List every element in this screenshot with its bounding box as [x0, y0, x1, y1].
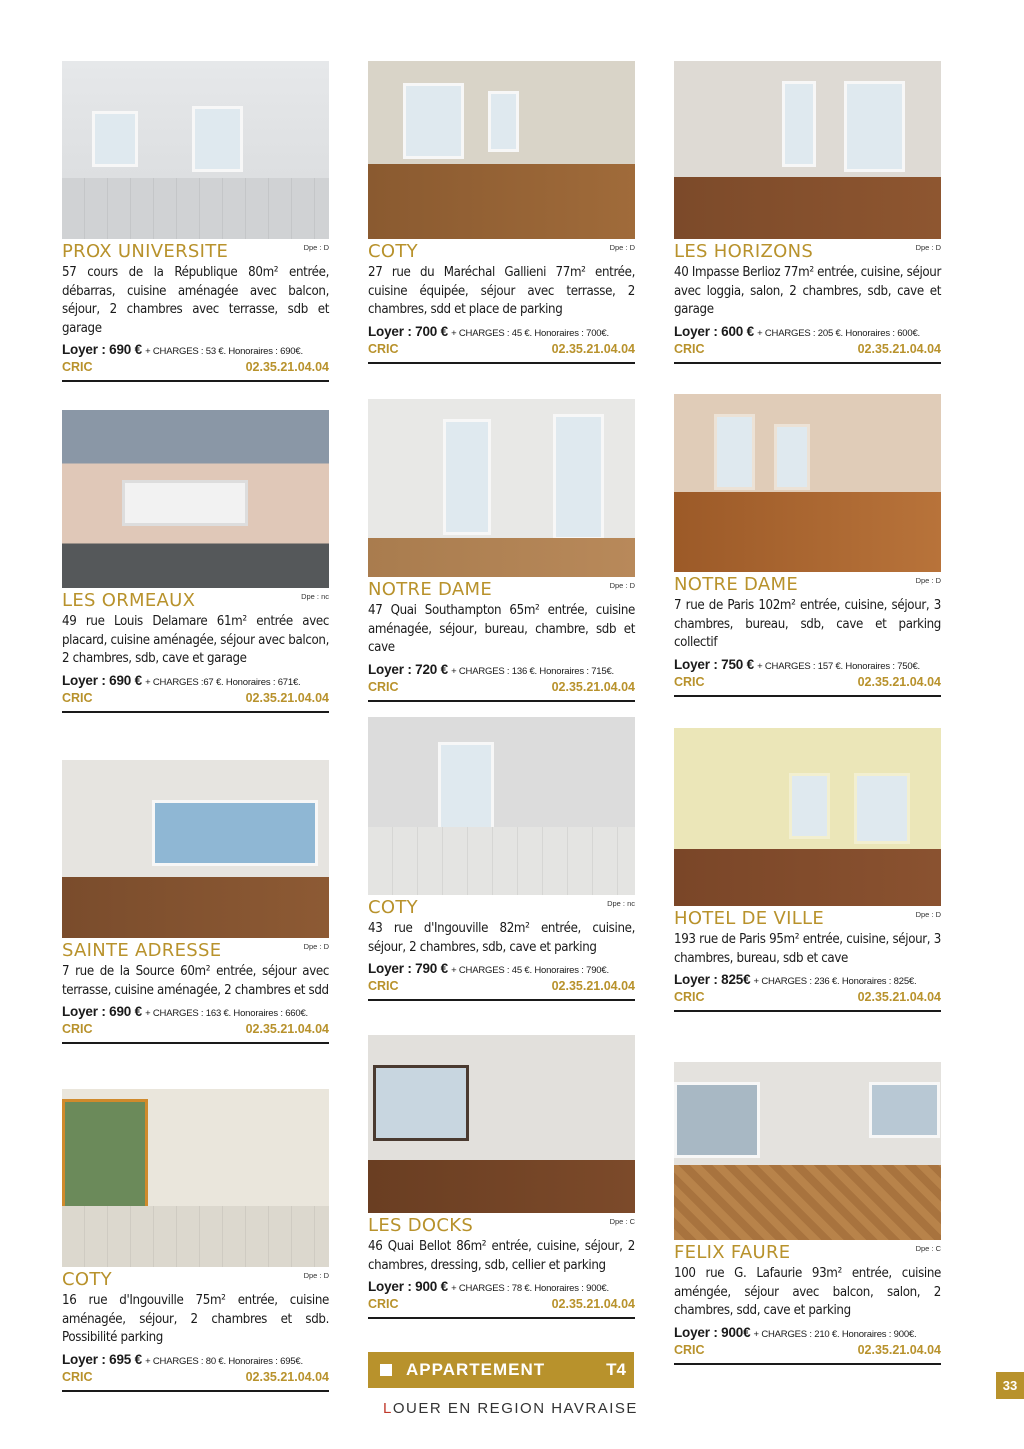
agency-line: [368, 342, 635, 359]
listing-card: [674, 61, 941, 364]
listing-description: 16 rue d'Ingouville 75m² entrée, cuisine aménagée, séjour, 2 chambres et sdb. Possibilité parking: [62, 1293, 329, 1345]
agency-phone: 02.35.21.04.04: [857, 1342, 941, 1357]
agency-line: [674, 342, 941, 359]
listing-description: 7 rue de Paris 102m² entrée, cuisine, séjour, 3 chambres, bureau, sdb, cave et parking collectif: [674, 598, 941, 650]
agency-name: CRIC: [368, 979, 399, 993]
square-icon: [380, 1364, 392, 1376]
divider: [368, 1317, 635, 1319]
agency-name: CRIC: [674, 341, 705, 356]
divider: [674, 1010, 941, 1012]
divider: [62, 1042, 329, 1044]
charges-fees: + CHARGES : 78 €. Honoraires : 900€.: [451, 1283, 609, 1294]
rent: Loyer : 900€: [674, 1324, 751, 1340]
apartment-photo: [674, 394, 941, 572]
listing-description: 27 rue du Maréchal Gallieni 77m² entrée, cuisine équipée, séjour avec terrasse, 2 chambres, sdd et place de parking: [368, 265, 635, 317]
charges-fees: + CHARGES : 53 €. Honoraires : 690€.: [145, 346, 303, 357]
price-line: [62, 1352, 329, 1367]
dpe-rating: Dpe : D: [915, 910, 941, 919]
dpe-rating: Dpe : nc: [301, 592, 329, 601]
divider: [368, 999, 635, 1001]
agency-phone: 02.35.21.04.04: [551, 979, 635, 993]
rent: Loyer : 690 €: [62, 1004, 142, 1019]
agency-name: CRIC: [368, 1297, 399, 1311]
divider: [62, 711, 329, 713]
divider: [368, 362, 635, 364]
rent: Loyer : 900 €: [368, 1279, 448, 1294]
rent: Loyer : 600 €: [674, 323, 754, 339]
listing-description: 49 rue Louis Delamare 61m² entrée avec placard, cuisine aménagée, séjour avec balcon, 2 chambres, sdb, cave et garage: [62, 614, 329, 666]
agency-name: CRIC: [368, 679, 399, 694]
agency-phone: 02.35.21.04.04: [857, 341, 941, 356]
charges-fees: + CHARGES : 80 €. Honoraires : 695€.: [145, 1355, 303, 1367]
agency-name: CRIC: [674, 1342, 705, 1357]
apartment-photo: [62, 61, 329, 239]
price-line: [674, 972, 941, 987]
price-line: [368, 1279, 635, 1294]
agency-line: [62, 1370, 329, 1387]
listing-title: PROX UNIVERSITE: [62, 241, 229, 262]
listing-card: [368, 1035, 635, 1319]
listing-description: 40 Impasse Berlioz 77m² entrée, cuisine, séjour avec loggia, salon, 2 chambres, sdb, cave et garage: [674, 265, 941, 317]
dpe-rating: Dpe : D: [915, 576, 941, 585]
rent: Loyer : 720 €: [368, 661, 448, 677]
price-line: [368, 961, 635, 976]
listing-title: COTY: [62, 1269, 112, 1290]
agency-phone: 02.35.21.04.04: [245, 1369, 329, 1384]
price-line: [674, 324, 941, 339]
charges-fees: + CHARGES :67 €. Honoraires : 671€.: [145, 676, 301, 688]
agency-name: CRIC: [62, 1369, 93, 1384]
listing-description: 100 rue G. Lafaurie 93m² entrée, cuisine améngée, séjour avec balcon, salon, 2 chambres, sdd, cave et parking: [674, 1266, 941, 1318]
apartment-photo: [674, 61, 941, 239]
rent: Loyer : 750 €: [674, 656, 754, 672]
charges-fees: + CHARGES : 136 €. Honoraires : 715€.: [451, 665, 614, 677]
price-line: [62, 1004, 329, 1019]
dpe-rating: Dpe : D: [609, 243, 635, 252]
category-label: APPARTEMENT: [406, 1360, 546, 1379]
price-line: [368, 662, 635, 677]
footer-initial: L: [383, 1400, 393, 1417]
listing-title: LES HORIZONS: [674, 241, 814, 262]
apartment-photo: [674, 1062, 941, 1240]
agency-line: [62, 1022, 329, 1039]
dpe-rating: Dpe : C: [609, 1217, 635, 1226]
agency-line: [368, 680, 635, 697]
apartment-photo: [368, 717, 635, 895]
divider: [62, 1390, 329, 1392]
apartment-photo: [62, 1089, 329, 1267]
listing-title: FELIX FAURE: [674, 1242, 791, 1263]
rent: Loyer : 790 €: [368, 961, 448, 976]
apartment-photo: [368, 399, 635, 577]
rent: Loyer : 700 €: [368, 323, 448, 339]
listing-card: [62, 1089, 329, 1392]
agency-line: [368, 979, 635, 996]
page-number: 33: [996, 1372, 1024, 1399]
listing-title: LES DOCKS: [368, 1215, 474, 1236]
listing-title: COTY: [368, 897, 418, 918]
listing-card: [674, 1062, 941, 1365]
listing-card: [674, 728, 941, 1012]
charges-fees: + CHARGES : 210 €. Honoraires : 900€.: [753, 1328, 917, 1340]
divider: [368, 700, 635, 702]
agency-name: CRIC: [62, 360, 93, 374]
listing-card: [368, 717, 635, 1001]
dpe-rating: Dpe : D: [915, 243, 941, 252]
price-line: [674, 657, 941, 672]
agency-phone: 02.35.21.04.04: [245, 360, 329, 374]
agency-name: CRIC: [62, 690, 93, 705]
listing-description: 193 rue de Paris 95m² entrée, cuisine, séjour, 3 chambres, bureau, sdb et cave: [674, 932, 941, 966]
agency-phone: 02.35.21.04.04: [245, 1022, 329, 1036]
charges-fees: + CHARGES : 163 €. Honoraires : 660€.: [145, 1008, 308, 1019]
footer-text: OUER EN REGION HAVRAISE: [392, 1400, 638, 1417]
agency-name: CRIC: [368, 341, 399, 356]
listing-description: 46 Quai Bellot 86m² entrée, cuisine, séjour, 2 chambres, dressing, sdb, cellier et parking: [368, 1239, 635, 1273]
dpe-rating: Dpe : D: [303, 243, 329, 252]
listing-title: SAINTE ADRESSE: [62, 940, 222, 961]
listing-card: [62, 760, 329, 1044]
listing-title: NOTRE DAME: [368, 579, 492, 600]
listing-card: [674, 394, 941, 697]
dpe-rating: Dpe : D: [303, 1271, 329, 1280]
rent: Loyer : 690 €: [62, 342, 142, 357]
agency-line: [368, 1297, 635, 1314]
agency-name: CRIC: [674, 674, 705, 689]
listing-description: 7 rue de la Source 60m² entrée, séjour avec terrasse, cuisine aménagée, 2 chambres et sdd: [62, 964, 329, 998]
listing-description: 57 cours de la République 80m² entrée, débarras, cuisine aménagée avec balcon, séjour, 2 chambres avec terrasse, sdb et garage: [62, 265, 329, 336]
listing-title: NOTRE DAME: [674, 574, 798, 595]
price-line: [62, 673, 329, 688]
agency-phone: 02.35.21.04.04: [857, 674, 941, 689]
listing-card: [368, 399, 635, 702]
listing-title: HOTEL DE VILLE: [674, 908, 825, 929]
listing-description: 47 Quai Southampton 65m² entrée, cuisine aménagée, séjour, bureau, chambre, sdb et cave: [368, 603, 635, 655]
dpe-rating: Dpe : C: [915, 1244, 941, 1253]
listing-description: 43 rue d'Ingouville 82m² entrée, cuisine, séjour, 2 chambres, sdb, cave et parking: [368, 921, 635, 955]
agency-line: [674, 990, 941, 1007]
rent: Loyer : 825€: [674, 972, 751, 987]
agency-phone: 02.35.21.04.04: [551, 679, 635, 694]
apartment-photo: [368, 61, 635, 239]
category-banner: [368, 1352, 634, 1388]
page-footer: [383, 1400, 638, 1417]
apartment-photo: [674, 728, 941, 906]
divider: [674, 1363, 941, 1365]
listing-card: [62, 61, 329, 382]
agency-line: [62, 691, 329, 708]
divider: [674, 362, 941, 364]
agency-phone: 02.35.21.04.04: [551, 1297, 635, 1311]
agency-name: CRIC: [62, 1022, 93, 1036]
price-line: [62, 342, 329, 357]
rent: Loyer : 690 €: [62, 672, 142, 688]
agency-phone: 02.35.21.04.04: [551, 341, 635, 356]
price-line: [674, 1325, 941, 1340]
listing-title: LES ORMEAUX: [62, 590, 196, 611]
agency-phone: 02.35.21.04.04: [857, 990, 941, 1004]
agency-phone: 02.35.21.04.04: [245, 690, 329, 705]
agency-line: [674, 1343, 941, 1360]
charges-fees: + CHARGES : 205 €. Honoraires : 600€.: [757, 327, 920, 339]
divider: [674, 695, 941, 697]
dpe-rating: Dpe : D: [609, 581, 635, 590]
price-line: [368, 324, 635, 339]
charges-fees: + CHARGES : 236 €. Honoraires : 825€.: [753, 976, 917, 987]
agency-line: [674, 675, 941, 692]
dpe-rating: Dpe : D: [303, 942, 329, 951]
charges-fees: + CHARGES : 45 €. Honoraires : 790€.: [451, 965, 609, 976]
listing-card: [368, 61, 635, 364]
apartment-photo: [368, 1035, 635, 1213]
listing-card: [62, 410, 329, 713]
apartment-type: T4: [606, 1360, 626, 1379]
divider: [62, 380, 329, 382]
charges-fees: + CHARGES : 157 €. Honoraires : 750€.: [757, 660, 920, 672]
dpe-rating: Dpe : nc: [607, 899, 635, 908]
listing-title: COTY: [368, 241, 418, 262]
agency-line: [62, 360, 329, 377]
rent: Loyer : 695 €: [62, 1351, 142, 1367]
apartment-photo: [62, 410, 329, 588]
apartment-photo: [62, 760, 329, 938]
agency-name: CRIC: [674, 990, 705, 1004]
charges-fees: + CHARGES : 45 €. Honoraires : 700€.: [451, 327, 609, 339]
